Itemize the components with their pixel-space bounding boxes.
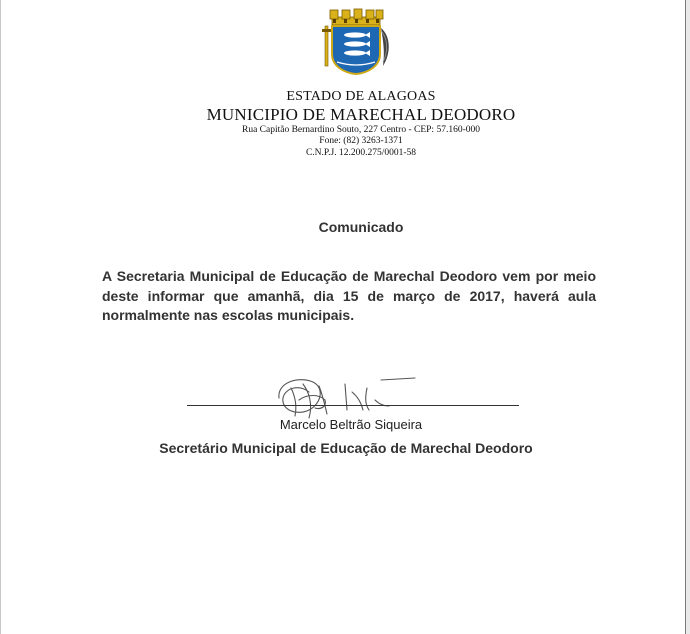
municipality-heading: MUNICIPIO DE MARECHAL DEODORO bbox=[206, 105, 516, 124]
notice-body: A Secretaria Municipal de Educação de Marechal Deodoro vem por meio deste informar que amanhã, dia 15 de março de 2017, haverá aula normalmente nas escolas municipais. bbox=[102, 268, 596, 323]
notice-title: Comunicado bbox=[318, 219, 404, 235]
viewer-edge bbox=[686, 0, 690, 634]
signer-role: Secretário Municipal de Educação de Marechal Deodoro bbox=[159, 440, 533, 456]
municipal-coat-of-arms-icon bbox=[319, 6, 393, 76]
state-heading: ESTADO DE ALAGOAS bbox=[286, 89, 436, 104]
signer-name: Marcelo Beltrão Siqueira bbox=[279, 417, 423, 432]
phone-line: Fone: (82) 3263-1371 bbox=[319, 136, 403, 146]
address-line: Rua Capitão Bernardino Souto, 227 Centro - CEP: 57.160-000 bbox=[241, 125, 480, 135]
signature-line bbox=[187, 405, 519, 406]
cnpj-line: C.N.P.J. 12.200.275/0001-58 bbox=[305, 148, 417, 158]
